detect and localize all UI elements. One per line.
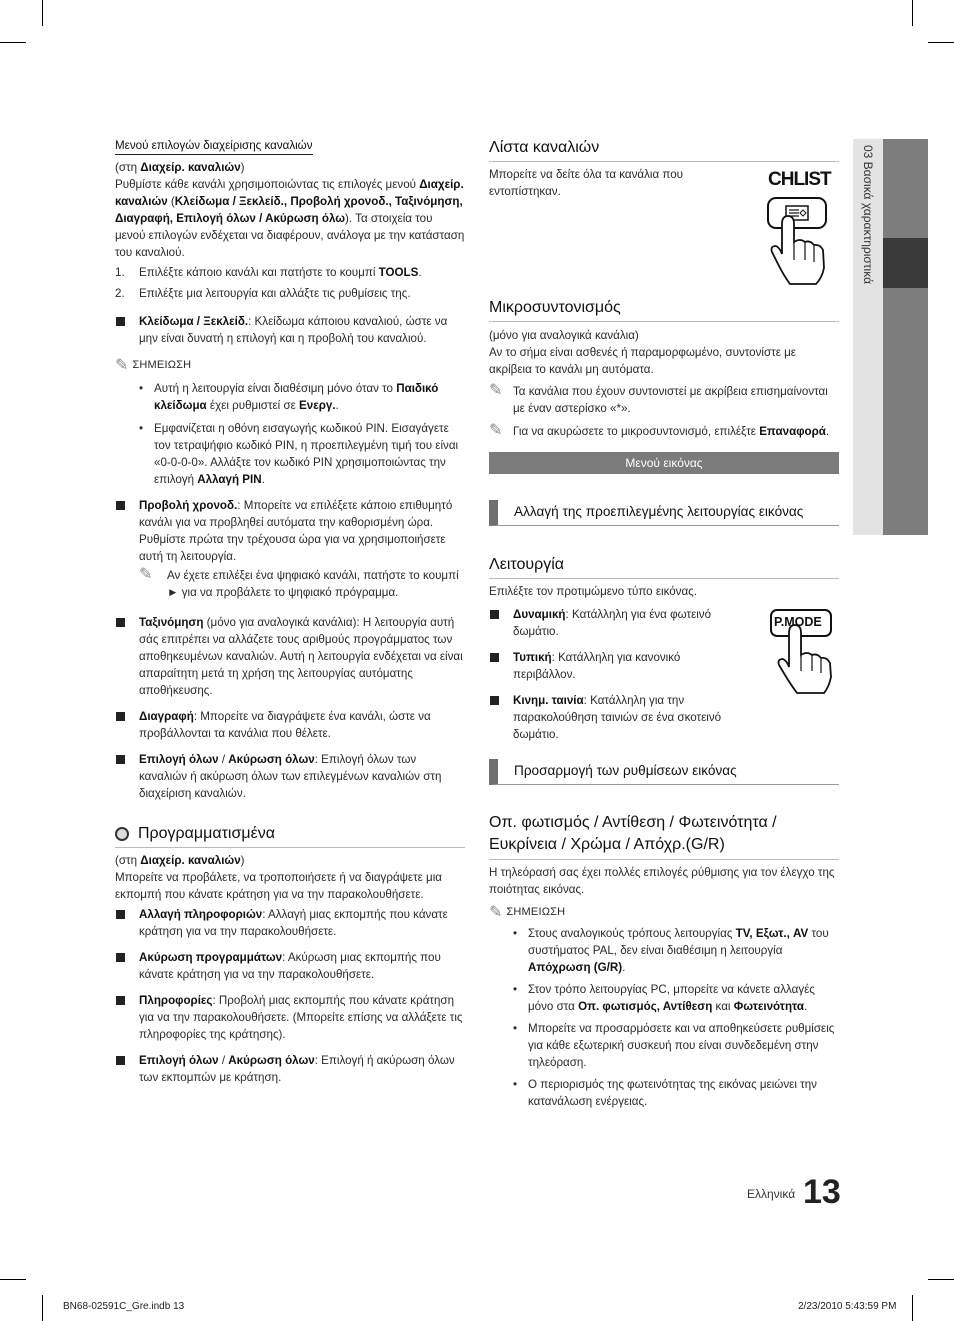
adjust-subheading: Προσαρμογή των ρυθμίσεων εικόνας (489, 759, 839, 785)
settings-text: Η τηλεόρασή σας έχει πολλές επιλογές ρύθμισης για τον έλεγχο της ποιότητας εικόνας. (489, 866, 835, 896)
scheduled-paren: (στη Διαχείρ. καναλιών) (115, 854, 245, 867)
timer-note: ✎ Αν έχετε επιλέξει ένα ψηφιακό κανάλι, πατήστε το κουμπί ► για να προβάλετε το ψηφιακό πρόγραμμα. (139, 566, 459, 599)
mode-item: Δυναμική: Κατάλληλη για ένα φωτεινό δωμάτιο. (489, 606, 729, 640)
pmode-remote-icon (767, 605, 837, 695)
note-bullet: • Στους αναλογικούς τρόπους λειτουργίας TV, Εξωτ., AV του συστήματος PAL, δεν είναι διαθέσιμη η λειτουργία Απόχρωση (G/R). (513, 927, 829, 974)
fine-tune-title: Μικροσυντονισμός (489, 297, 839, 322)
mode-item: Τυπική: Κατάλληλη για κανονικό περιβάλλον. (489, 649, 729, 683)
note-bullet: • Εμφανίζεται η οθόνη εισαγωγής κωδικού PIN. Εισαγάγετε τον τετραψήφιο κωδικό PIN, η προεπιλεγμένη τιμή του είναι «0-0-0-0». Αλλάξτε τον κωδικό PIN χρησιμοποιώντας την επιλογή Αλλαγή PIN. (139, 422, 459, 486)
footer-language: Ελληνικά (747, 1187, 796, 1201)
timer-item: Προβολή χρονοδ.: Μπορείτε να επιλέξετε κάποιο επιθυμητό κανάλι για να προβληθεί αυτόματα την καθορισμένη ώρα. Ρυθμίστε πρώτα την τρέχουσα ώρα για να χρησιμοποιήσετε αυτή τη λειτουργία. (115, 497, 465, 565)
note-bullet: • Στον τρόπο λειτουργίας PC, μπορείτε να κάνετε αλλαγές μόνο στα Οπ. φωτισμός, Αντίθεση και Φωτεινότητα. (513, 983, 815, 1013)
clock-icon (115, 827, 129, 841)
file-info-left: BN68-02591C_Gre.indb 13 (63, 1301, 185, 1312)
channel-list-text: Μπορείτε να δείτε όλα τα κανάλια που εντοπίστηκαν. (489, 168, 684, 198)
intro-paren: (στη Διαχείρ. καναλιών) (115, 161, 245, 174)
crop-mark (0, 1279, 26, 1280)
scheduled-item: Πληροφορίες: Προβολή μιας εκπομπής που κάνατε κράτηση για να την παρακολουθήσετε. (Μπορείτε επίσης να αλλάξετε τις πληροφορίες της κράτησης). (115, 992, 465, 1043)
chlist-label: CHLIST (768, 169, 831, 190)
step-2: 2. Επιλέξτε μια λειτουργία και αλλάξτε τις ρυθμίσεις της. (115, 287, 411, 300)
note-bullet: • Ο περιορισμός της φωτεινότητας της εικόνας μειώνει την κατανάλωση ενέργειας. (513, 1078, 817, 1108)
fine-tune-note: ✎ Για να ακυρώσετε το μικροσυντονισμό, επιλέξτε Επαναφορά. (489, 422, 830, 439)
crop-mark (42, 0, 43, 26)
side-tab-label: 03 Βασικά χαρακτηριστικά (861, 145, 875, 285)
fine-tune-paren: (μόνο για αναλογικά κανάλια) (489, 329, 639, 342)
file-info-right: 2/23/2010 5:43:59 PM (798, 1301, 897, 1312)
pmode-label: P.MODE (774, 615, 822, 629)
fine-tune-note: ✎ Τα κανάλια που έχουν συντονιστεί με ακρίβεια επισημαίνονται με έναν αστερίσκο «*». (489, 382, 828, 415)
pencil-icon: ✎ (489, 422, 503, 439)
crop-mark (912, 0, 913, 26)
step-1: 1. Επιλέξτε κάποιο κανάλι και πατήστε το κουμπί TOOLS. (115, 266, 422, 279)
picture-menu-bar: Μενού εικόνας (489, 452, 839, 474)
pencil-icon: ✎ (489, 382, 503, 399)
change-mode-subheading: Αλλαγή της προεπιλεγμένης λειτουργίας εικόνας (489, 500, 839, 526)
crop-mark (42, 1295, 43, 1321)
pencil-icon: ✎ (139, 566, 153, 583)
scheduled-item: Επιλογή όλων / Ακύρωση όλων: Επιλογή ή ακύρωση όλων των εκπομπών με κράτηση. (115, 1052, 465, 1086)
note-heading: ✎ ΣΗΜΕΙΩΣΗ (115, 356, 192, 374)
mode-title: Λειτουργία (489, 554, 839, 579)
lock-item: Κλείδωμα / Ξεκλείδ.: Κλείδωμα κάποιου καναλιού, ώστε να μην είναι δυνατή η επιλογή και η προβολή του καναλιού. (115, 313, 465, 347)
page-number: 13 (803, 1173, 841, 1211)
pencil-icon: ✎ (115, 356, 129, 374)
crop-mark (912, 1295, 913, 1321)
note-heading: ✎ ΣΗΜΕΙΩΣΗ (489, 903, 566, 921)
delete-item: Διαγραφή: Μπορείτε να διαγράψετε ένα κανάλι, ώστε να προβάλλονται τα κανάλια που θέλετε. (115, 708, 465, 742)
scheduled-title: Προγραμματισμένα (115, 823, 465, 848)
intro-text: Ρυθμίστε κάθε κανάλι χρησιμοποιώντας τις επιλογές μενού Διαχείρ. καναλιών (Κλείδωμα / Ξεκλείδ., Προβολή χρονοδ., Ταξινόμηση, Διαγραφή, Επιλογή όλων / Ακύρωση όλω). Τα στοιχεία του μενού επιλογών ενδέχεται να διαφέρουν, ανάλογα με την κατάσταση του καναλιού. (115, 178, 465, 259)
sort-item: Ταξινόμηση (μόνο για αναλογικά κανάλια): Η λειτουργία αυτή σάς επιτρέπει να αλλάζετε τους αριθμούς προγράμματος των αποθηκευμένων καναλιών. Αυτή η λειτουργία ενδέχεται να είναι απαραίτητη μετά τη χρήση της λειτουργίας αυτόματης αποθήκευσης. (115, 614, 465, 699)
scheduled-item: Αλλαγή πληροφοριών: Αλλαγή μιας εκπομπής που κάνατε κράτηση για να την παρακολουθήσετε. (115, 906, 465, 940)
mode-item: Κινημ. ταινία: Κατάλληλη για την παρακολούθηση ταινιών σε ένα σκοτεινό δωμάτιο. (489, 692, 739, 743)
side-tab-dark (883, 139, 928, 535)
menu-options-title: Μενού επιλογών διαχείρισης καναλιών (115, 137, 313, 155)
left-column (115, 137, 465, 1086)
fine-tune-text: Αν το σήμα είναι ασθενές ή παραμορφωμένο, συντονίστε με ακρίβεια το κανάλι μη αυτόματα. (489, 346, 796, 376)
scheduled-intro: Μπορείτε να προβάλετε, να τροποποιήσετε ή να διαγράψετε μια εκπομπή που κάνατε κράτηση για να την παρακολουθήσετε. (115, 871, 443, 901)
crop-mark (928, 42, 954, 43)
note-bullet: • Αυτή η λειτουργία είναι διαθέσιμη μόνο όταν το Παιδικό κλείδωμα έχει ρυθμιστεί σε Ενεργ.. (139, 382, 439, 412)
crop-mark (928, 1279, 954, 1280)
scheduled-item: Ακύρωση προγραμμάτων: Ακύρωση μιας εκπομπής που κάνατε κράτηση για να την παρακολουθήσετε. (115, 949, 465, 983)
chlist-remote-icon (760, 168, 832, 286)
settings-title: Οπ. φωτισμός / Αντίθεση / Φωτεινότητα / Ευκρίνεια / Χρώμα / Απόχρ.(G/R) (489, 812, 839, 860)
select-all-item: Επιλογή όλων / Ακύρωση όλων: Επιλογή όλων των καναλιών ή ακύρωση όλων των επιλεγμένων καναλιών στη διαχείριση καναλιών. (115, 751, 465, 802)
side-tab-marker (883, 238, 928, 288)
channel-list-title: Λίστα καναλιών (489, 137, 839, 162)
pencil-icon: ✎ (489, 903, 503, 921)
crop-mark (0, 42, 26, 43)
note-bullet: • Μπορείτε να προσαρμόσετε και να αποθηκεύσετε ρυθμίσεις για κάθε εξωτερική συσκευή που είναι συνδεδεμένη στην τηλεόραση. (513, 1022, 835, 1069)
mode-text: Επιλέξτε τον προτιμώμενο τύπο εικόνας. (489, 585, 697, 598)
